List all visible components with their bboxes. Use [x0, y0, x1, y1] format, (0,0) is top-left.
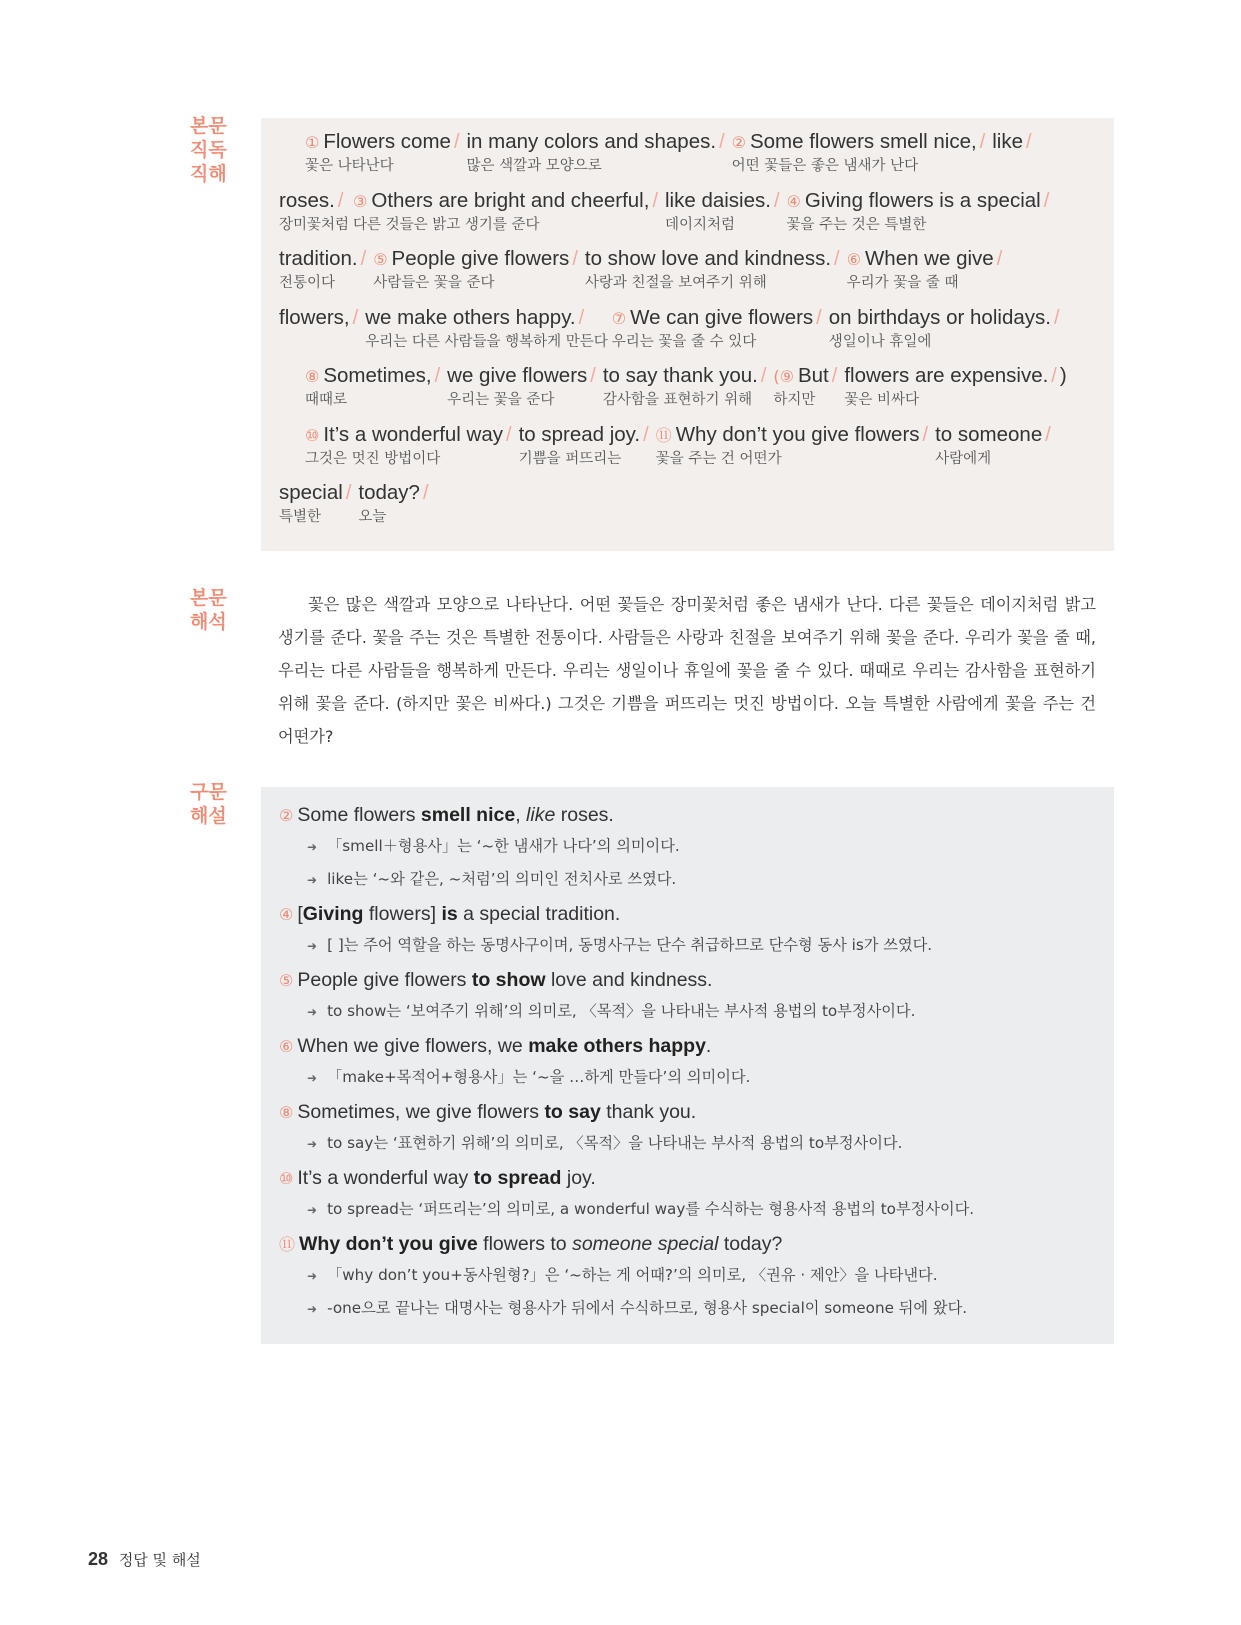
syntax-note: ➜ -one으로 끝나는 대명사는 형용사가 뒤에서 수식하므로, 형용사 special이 someone 뒤에 왔다.: [307, 1299, 968, 1317]
chunk-korean: 다른 것들은 밝고 생기를 준다: [353, 216, 540, 233]
label-line: 직해: [190, 163, 227, 185]
chunk-separator: /: [434, 365, 441, 387]
chunk-separator: /: [360, 248, 367, 270]
chunk-korean: [992, 156, 1034, 176]
sentence-number: ⑤: [373, 250, 388, 269]
arrow-icon: ➜: [307, 1137, 318, 1151]
chunk-separator: /: [578, 306, 585, 329]
chunk-korean: 특별한: [279, 509, 322, 525]
arrow-icon: ➜: [307, 840, 318, 854]
chunk-separator: /: [773, 189, 780, 212]
chunk-korean: 사람에게: [935, 450, 992, 467]
reading-chunk: [279, 479, 354, 527]
chunk-separator: /: [996, 248, 1003, 270]
footer-title: 정답 및 해설: [118, 1551, 201, 1569]
reading-chunk: [519, 421, 652, 469]
reading-chunk: [829, 304, 1063, 352]
emphasis-bold: Why don’t you give: [299, 1233, 478, 1255]
reading-chunk: [773, 362, 840, 410]
reading-chunk: [353, 187, 661, 235]
chunk-korean: 그것은 멋진 방법이다: [305, 450, 441, 467]
syntax-section-label: [190, 780, 238, 828]
arrow-icon: ➜: [307, 1269, 318, 1283]
reading-chunk: [665, 187, 783, 235]
sentence-number: ⑥: [846, 250, 861, 269]
page-number: 28: [88, 1549, 109, 1569]
emphasis-italic: someone special: [572, 1233, 719, 1255]
chunk-korean: 꽃을 주는 것은 특별한: [786, 216, 927, 233]
chunk-korean: 하지만: [773, 392, 816, 408]
chunk-korean: 장미꽃처럼: [279, 216, 350, 233]
reading-line: [279, 362, 1096, 421]
chunk-korean: 때때로: [305, 392, 348, 408]
chunk-english: we give flowers /: [447, 364, 596, 387]
chunk-separator: /: [352, 306, 359, 329]
syntax-note: ➜ to spread는 ‘퍼뜨리는’의 의미로, a wonderful way를 수식하는 형용사적 용법의 to부정사이다.: [307, 1200, 975, 1218]
reading-line: [279, 187, 1096, 246]
sentence-number: ④: [786, 191, 801, 211]
reading-line: [279, 304, 1096, 363]
chunk-english: roses. /: [279, 188, 344, 212]
chunk-korean: 사람들은 꽃을 준다: [373, 275, 495, 291]
chunk-english: ⑧ Sometimes, /: [305, 364, 441, 387]
chunk-separator: /: [1053, 306, 1060, 329]
translation-section-label: [190, 586, 238, 634]
syntax-sentence: ④ [Giving flowers] is a special tradition.: [279, 903, 621, 925]
sentence-number: ③: [353, 191, 368, 211]
reading-chunk: [279, 187, 349, 235]
chunk-english: ⑤ People give flowers /: [373, 247, 578, 270]
chunk-separator: /: [816, 306, 822, 329]
syntax-item: [279, 966, 1096, 1028]
sentence-number: ⑧: [279, 1103, 294, 1122]
sentence-number: ⑤: [279, 971, 294, 990]
syntax-sentence: ⑥ When we give flowers, we make others happy.: [279, 1035, 712, 1057]
chunk-korean: 꽃은 나타난다: [305, 158, 394, 174]
chunk-english: today? /: [358, 481, 429, 504]
chunk-korean: 기쁨을 퍼뜨리는: [518, 450, 622, 467]
chunk-english: to say thank you. /: [602, 364, 767, 387]
chunk-english: like daisies. /: [665, 188, 780, 212]
chunk-korean: 많은 색깔과 모양으로: [466, 158, 602, 174]
chunk-english: ⑪ Why don’t you give flowers /: [655, 422, 929, 446]
emphasis-bold: to show: [471, 969, 546, 991]
reading-chunk: [732, 128, 989, 176]
arrow-icon: ➜: [307, 1302, 318, 1316]
syntax-sentence: ⑩ It’s a wonderful way to spread joy.: [279, 1167, 596, 1189]
label-line: 본문: [190, 587, 227, 609]
syntax-item: [279, 1230, 1096, 1325]
chunk-english: flowers, /: [279, 305, 359, 329]
label-line: 구문: [190, 781, 227, 803]
translation-paragraph: 꽃은 많은 색깔과 모양으로 나타난다. 어떤 꽃들은 장미꽃처럼 좋은 냄새가 난다. 다른 꽃들은 데이지처럼 밝고 생기를 준다. 꽃을 주는 것은 특별한 전통이다. 사람들은 사랑과 친절을 보여주기 위해 꽃을 준다. 우리가 꽃을 줄 때, 우리는 다른 사람들을 행복하게 만든다. 우리는 생일이나 휴일에 꽃을 줄 수 있다. 때때로 우리는 감사함을 표현하기 위해 꽃을 준다. (하지만 꽃은 비싸다.) 그것은 기쁨을 퍼뜨리는 멋진 방법이다. 오늘 특별한 사람에게 꽃을 주는 건 어떤가?: [278, 595, 1096, 746]
chunk-separator: /: [979, 131, 986, 153]
reading-chunk: [279, 245, 369, 293]
sentence-number: ②: [279, 806, 294, 825]
chunk-english: ⑦ We can give flowers /: [611, 305, 822, 329]
label-line: 본문: [190, 115, 227, 137]
reading-chunk: [447, 362, 599, 410]
chunk-separator: /: [1043, 189, 1050, 212]
chunk-english: ④ Giving flowers is a special /: [786, 188, 1050, 212]
chunk-korean: 전통이다: [279, 275, 336, 291]
chunk-separator: /: [643, 423, 649, 446]
chunk-english: to show love and kindness. /: [584, 247, 840, 270]
sentence-number: ⑧: [305, 367, 320, 386]
reading-chunk: [585, 245, 843, 293]
chunk-korean: 우리가 꽃을 줄 때: [846, 275, 959, 291]
chunk-separator: /: [572, 248, 578, 270]
chunk-korean: 오늘: [358, 509, 387, 525]
chunk-separator: /: [652, 189, 658, 212]
syntax-note: ➜ to show는 ‘보여주기 위해’의 의미로, 〈목적〉을 나타내는 부사적 용법의 to부정사이다.: [307, 1002, 916, 1020]
emphasis-bold: smell nice: [420, 804, 516, 826]
label-line: 해설: [190, 805, 227, 827]
chunk-english: special /: [279, 481, 352, 504]
chunk-separator: /: [422, 482, 429, 504]
reading-chunk: [847, 245, 1006, 293]
chunk-english: ③ Others are bright and cheerful, /: [353, 188, 658, 212]
chunk-korean: 사랑과 친절을 보여주기 위해: [584, 275, 767, 291]
sentence-number: ⑥: [279, 1037, 294, 1056]
emphasis-italic: like: [526, 804, 556, 826]
syntax-note: ➜ 「why don’t you+동사원형?」은 ‘~하는 게 어때?’의 의미로, 〈권유 · 제안〉을 나타낸다.: [307, 1266, 938, 1284]
chunk-english: to someone /: [935, 422, 1051, 446]
chunk-separator: /: [760, 365, 767, 387]
reading-line: [279, 128, 1096, 187]
chunk-korean: [279, 332, 361, 352]
syntax-item: [279, 900, 1096, 962]
emphasis-bold: make others happy: [528, 1035, 706, 1057]
reading-chunk: [305, 128, 463, 176]
syntax-explanation-box: [261, 787, 1114, 1344]
emphasis-bold: to say: [544, 1101, 601, 1123]
reading-chunk: [467, 128, 728, 176]
reading-chunk: [358, 479, 431, 527]
chunk-korean: 꽃은 비싸다: [844, 392, 919, 408]
chunk-separator: /: [719, 131, 725, 153]
syntax-note: ➜ 「make+목적어+형용사」는 ‘~을 …하게 만들다’의 의미이다.: [307, 1068, 751, 1086]
syntax-sentence: ⑧ Sometimes, we give flowers to say thank you.: [279, 1101, 697, 1123]
chunk-english: ① Flowers come /: [305, 130, 460, 153]
arrow-icon: ➜: [307, 939, 318, 953]
chunk-korean: 생일이나 휴일에: [828, 333, 932, 350]
chunk-separator: /: [453, 131, 460, 153]
syntax-item: [279, 1164, 1096, 1226]
syntax-item: [279, 1032, 1096, 1094]
syntax-note: ➜ like는 ‘~와 같은, ~처럼’의 의미인 전치사로 쓰였다.: [307, 870, 677, 888]
chunk-english: we make others happy. /: [365, 305, 585, 329]
reading-chunk: [305, 421, 515, 469]
direct-reading-box: [261, 118, 1114, 551]
reading-chunk: [373, 245, 581, 293]
syntax-sentence: ⑤ People give flowers to show love and kindness.: [279, 969, 713, 991]
chunk-english: (⑨ But /: [773, 364, 838, 387]
chunk-english: ② Some flowers smell nice, /: [731, 130, 986, 153]
reading-section-label: [190, 114, 238, 186]
label-line: 직독: [190, 139, 227, 161]
syntax-note: ➜ 「smell＋형용사」는 ‘~한 냄새가 나다’의 의미이다.: [307, 837, 680, 855]
reading-chunk: [844, 362, 1066, 410]
emphasis-bold: is: [441, 903, 458, 925]
chunk-korean: 감사함을 표현하기 위해: [602, 392, 753, 408]
chunk-korean: 우리는 꽃을 줄 수 있다: [611, 333, 757, 350]
sentence-number: ②: [731, 133, 746, 152]
sentence-number: ⑪: [655, 425, 672, 445]
chunk-korean: 데이지처럼: [665, 216, 736, 233]
reading-chunk: [279, 304, 361, 352]
sentence-number: (⑨: [773, 367, 794, 386]
chunk-korean: 우리는 꽃을 준다: [447, 392, 555, 408]
sentence-number: ⑦: [611, 308, 627, 328]
chunk-english: on birthdays or holidays. /: [828, 305, 1060, 329]
page-footer: [88, 1549, 201, 1570]
chunk-separator: /: [345, 482, 352, 504]
reading-chunk: [612, 304, 825, 352]
reading-chunk: [992, 128, 1034, 176]
chunk-english: to spread joy. /: [518, 422, 649, 446]
chunk-separator: /: [834, 248, 840, 270]
reading-line: [279, 479, 1096, 538]
arrow-icon: ➜: [307, 1005, 318, 1019]
chunk-english: ⑩ It’s a wonderful way /: [305, 422, 512, 446]
sentence-number: ④: [279, 905, 294, 924]
sentence-number: ⑩: [305, 425, 320, 445]
chunk-separator: /: [506, 423, 512, 446]
chunk-korean: 우리는 다른 사람들을 행복하게 만든다: [365, 333, 608, 350]
chunk-separator: /: [337, 189, 344, 212]
chunk-english: tradition. /: [279, 247, 367, 270]
chunk-separator: /: [590, 365, 596, 387]
chunk-english: in many colors and shapes. /: [466, 130, 725, 153]
emphasis-bold: Giving: [302, 903, 364, 925]
emphasis-bold: to spread: [473, 1167, 562, 1189]
translation-text: [278, 588, 1096, 753]
reading-chunk: [656, 421, 931, 469]
chunk-korean: 어떤 꽃들은 좋은 냄새가 난다: [731, 158, 919, 174]
reading-chunk: [787, 187, 1053, 235]
syntax-sentence: ⑪ Why don’t you give flowers to someone special today?: [279, 1233, 783, 1255]
chunk-separator: /: [831, 365, 838, 387]
chunk-english: flowers are expensive. / ): [844, 364, 1067, 387]
syntax-item: [279, 801, 1096, 896]
arrow-icon: ➜: [307, 1203, 318, 1217]
reading-chunk: [935, 421, 1054, 469]
reading-line: [279, 421, 1096, 480]
syntax-item: [279, 1098, 1096, 1160]
chunk-english: like /: [992, 130, 1032, 153]
arrow-icon: ➜: [307, 1071, 318, 1085]
arrow-icon: ➜: [307, 873, 318, 887]
chunk-separator: /: [1026, 131, 1032, 153]
reading-line: [279, 245, 1096, 304]
reading-chunk: [603, 362, 770, 410]
chunk-separator: /: [922, 423, 929, 446]
reading-chunk: [365, 304, 608, 352]
reading-chunk: [305, 362, 443, 410]
chunk-separator: /: [1045, 423, 1051, 446]
syntax-sentence: ② Some flowers smell nice, like roses.: [279, 804, 614, 826]
sentence-number: ⑪: [279, 1235, 296, 1254]
sentence-number: ⑩: [279, 1169, 294, 1188]
chunk-english: ⑥ When we give /: [846, 247, 1003, 270]
chunk-korean: 꽃을 주는 건 어떤가: [655, 450, 782, 467]
sentence-number: ①: [305, 133, 320, 152]
label-line: 해석: [190, 611, 227, 633]
chunk-separator: /: [1051, 365, 1057, 387]
syntax-note: ➜ to say는 ‘표현하기 위해’의 의미로, 〈목적〉을 나타내는 부사적 용법의 to부정사이다.: [307, 1134, 903, 1152]
syntax-note: ➜ [ ]는 주어 역할을 하는 동명사구이며, 동명사구는 단수 취급하므로 단수형 동사 is가 쓰였다.: [307, 936, 933, 954]
